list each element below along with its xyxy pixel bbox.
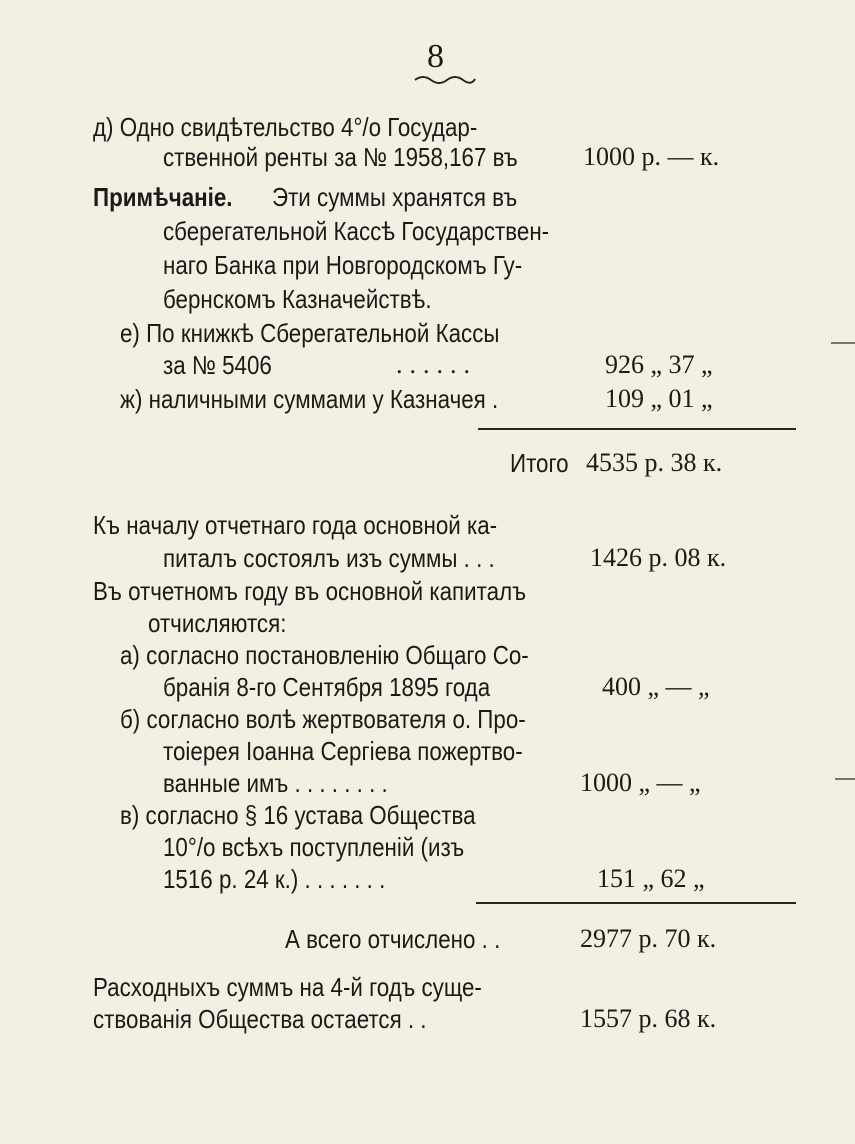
note-title: Примѣчаніе. xyxy=(93,182,233,212)
amount-b: 1000 „ — „ xyxy=(580,768,701,797)
dots-e: ...... xyxy=(396,350,477,379)
amount-e: 926 „ 37 „ xyxy=(605,350,713,379)
allocated-amount: 2977 р. 70 к. xyxy=(580,924,717,953)
line-a-2: бранія 8-го Сентября 1895 года xyxy=(163,672,491,702)
line-b-3: ванные имъ . . . . . . . . xyxy=(163,768,388,798)
remaining-line-1: Расходныхъ суммъ на 4-й годъ суще- xyxy=(93,972,482,1002)
capital-line-2: питалъ состоялъ изъ суммы . . . xyxy=(163,543,495,573)
note-line-1: Эти суммы хранятся въ xyxy=(272,182,518,212)
line-a-1: а) согласно постановленію Общаго Со- xyxy=(120,640,529,670)
sum-rule-2 xyxy=(476,902,796,904)
remaining-line-2: ствованія Общества остается . . xyxy=(93,1004,427,1034)
amount-v: 151 „ 62 „ xyxy=(597,864,705,893)
line-v-2: 10°/o всѣхъ поступленій (изъ xyxy=(163,832,465,862)
ornament-tilde xyxy=(413,74,477,84)
amount-d: 1000 р. — к. xyxy=(583,142,720,171)
remaining-amount: 1557 р. 68 к. xyxy=(580,1004,717,1033)
line-e-1: е) По книжкѣ Сберегательной Кассы xyxy=(120,318,500,348)
line-b-1: б) согласно волѣ жертвователя о. Про- xyxy=(120,704,526,734)
amount-zh: 109 „ 01 „ xyxy=(605,384,713,413)
allocated-label: А всего отчислено . . xyxy=(285,924,501,954)
note-line-3: наго Банка при Новгородскомъ Гу- xyxy=(163,250,523,280)
line-v-1: в) согласно § 16 устава Общества xyxy=(120,800,476,830)
line-d-1: д) Одно свидѣтельство 4°/o Государ- xyxy=(93,112,478,142)
page-number: 8 xyxy=(427,38,444,75)
capital-amount: 1426 р. 08 к. xyxy=(590,543,727,572)
note-line-2: сберегательной Кассѣ Государствен- xyxy=(163,216,550,246)
line-e-2: за № 5406 xyxy=(163,350,272,380)
line-v-3: 1516 р. 24 к.) . . . . . . . xyxy=(163,864,386,894)
sum-rule-1 xyxy=(478,428,796,430)
amount-a: 400 „ — „ xyxy=(602,672,710,701)
line-zh: ж) наличными суммами у Казначея . xyxy=(120,384,499,414)
capital-line-3: Въ отчетномъ году въ основной капиталъ xyxy=(93,576,527,606)
total-label: Итого xyxy=(510,448,569,478)
note-line-4: бернскомъ Казначействѣ. xyxy=(163,284,432,314)
line-d-2: ственной ренты за № 1958,167 въ xyxy=(163,142,518,172)
margin-mark-1 xyxy=(831,342,855,344)
capital-line-4: отчисляются: xyxy=(148,608,287,638)
capital-line-1: Къ началу отчетнаго года основной ка- xyxy=(93,510,498,540)
total-amount: 4535 р. 38 к. xyxy=(586,448,723,477)
line-b-2: тоіерея Іоанна Сергіева пожертво- xyxy=(163,736,523,766)
margin-mark-2 xyxy=(835,778,855,780)
